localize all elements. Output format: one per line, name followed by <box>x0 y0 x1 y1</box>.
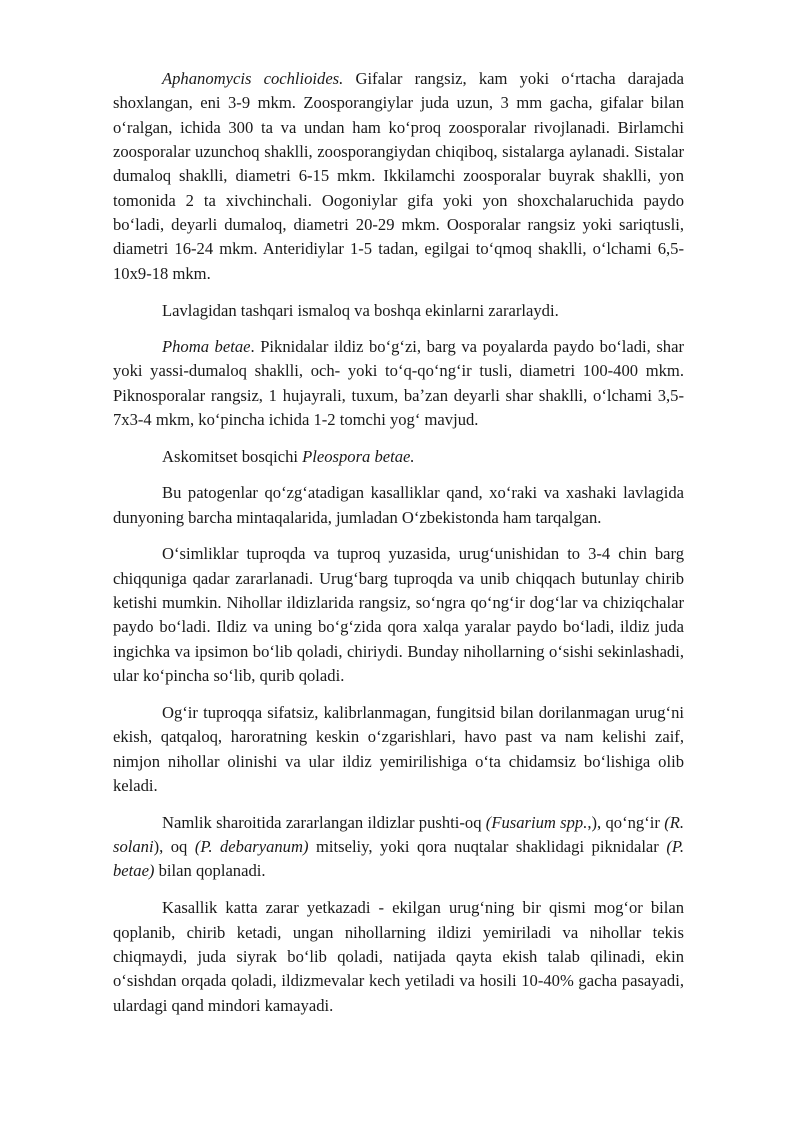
paragraph-aphanomyces <box>113 67 684 286</box>
paragraph-text: Ogʻir tuproqqa sifatsiz, kalibrlanmagan, fungitsid bilan dorilanmagan urugʻni ekish, qatqaloq, haroratning keskin oʻzgarishlari, havo past va nam kelishi zaif, nimjon nihollar olinishi va ular ildiz yemirilishiga oʻta chidamsiz boʻlishiga olib keladi. <box>113 702 684 795</box>
species-name: (Fusarium spp. <box>485 812 588 832</box>
paragraph-text: ,), qoʻngʻir <box>587 812 665 832</box>
paragraph-phoma <box>113 335 684 432</box>
paragraph-text: Askomitset bosqichi <box>162 446 303 466</box>
paragraph-text: mitseliy, yoki qora nuqtalar shaklidagi piknidalar <box>308 837 667 857</box>
paragraph-mycelium <box>113 811 684 884</box>
paragraph-symptoms <box>113 542 684 688</box>
paragraph-ascomycete-stage <box>113 445 684 469</box>
paragraph-conditions <box>113 701 684 798</box>
paragraph-text: Oʻsimliklar tuproqda va tuproq yuzasida, urugʻunishidan to 3-4 chin barg chiqquniga qadar zararlanadi. Urugʻbarg tuproqda va unib chiqqach butunlay chirib ketishi mumkin. Nihollar ildizlarida rangsiz, soʻngra qoʻngʻir dogʻlar va chiziqchalar paydo boʻladi. Ildiz va uning boʻgʻzida qora xalqa yaralar paydo boʻladi, ildiz juda ingichka va ipsimon boʻlib qoladi, chiriydi. Bunday nihollarning oʻsishi sekinlashadi, ular koʻpincha soʻlib, qurib qoladi. <box>113 544 684 686</box>
paragraph-text: Kasallik katta zarar yetkazadi - ekilgan urugʻning bir qismi mogʻor bilan qoplanib, chirib ketadi, ungan nihollarning ildizi yemiriladi va nihollar tekis chiqmaydi, juda siyrak boʻlib qoladi, natijada qayta ekish talab qilinadi, ekin oʻsishdan orqada qoladi, ildizmevalar kech yetiladi va hosili 10-40% gacha pasayadi, ulardagi qand mindori kamayadi. <box>113 898 684 1015</box>
species-name: Pleospora betae. <box>302 446 415 466</box>
paragraph-text: bilan qoplanadi. <box>154 861 266 881</box>
paragraph-host-range <box>113 299 684 323</box>
paragraph-distribution <box>113 481 684 530</box>
paragraph-text: . Piknidalar ildiz boʻgʻzi, barg va poyalarda paydo boʻladi, shar yoki yassi-dumaloq shaklli, och- yoki toʻq-qoʻngʻir tusli, diametri 100-400 mkm. Piknosporalar rangsiz, 1 hujayrali, tuxum, baʼzan deyarli shar shaklli, oʻlchami 3,5-7x3-4 mkm, koʻpincha ichida 1-2 tomchi yogʻ mavjud. <box>113 336 684 429</box>
species-name: Aphanomycis cochlioides. <box>162 69 344 88</box>
species-name: Phoma betae <box>162 336 251 356</box>
paragraph-text: Gifalar rangsiz, kam yoki oʻrtacha darajada shoxlangan, eni 3-9 mkm. Zoosporangiylar juda uzun, 3 mm gacha, gifalar bilan oʻralgan, ichida 300 ta va undan ham koʻproq zoosporalar rivojlanadi. Birlamchi zoosporalar uzunchoq shaklli, zoosporangiydan chiqiboq, sistalarga aylanadi. Sistalar dumaloq shaklli, diametri 6-15 mkm. Ikkilamchi zoosporalar buyrak shaklli, yon tomonida 2 ta xivchinchali. Oogoniylar gifa yoki yon shoxchalaruchida paydo boʻladi, deyarli dumaloq, diametri 20-29 mkm. Oosporalar rangsiz yoki sariqtusli, diametri 16-24 mkm. Anteridiylar 1-5 tadan, egilgai toʻqmoq shaklli, oʻlchami 6,5-10x9-18 mkm. <box>113 69 684 283</box>
paragraph-text: Namlik sharoitida zararlangan ildizlar pushti-oq <box>162 812 486 832</box>
paragraph-text: Lavlagidan tashqari ismaloq va boshqa ekinlarni zararlaydi. <box>162 300 559 320</box>
paragraph-damage <box>113 896 684 1018</box>
paragraph-text: ), oq <box>153 837 195 857</box>
species-name: (P. debaryanum) <box>194 837 309 857</box>
species-name: (P. betae) <box>113 837 684 881</box>
species-name: (R. solani <box>113 812 684 857</box>
paragraph-text: Bu patogenlar qoʻzgʻatadigan kasalliklar qand, xoʻraki va xashaki lavlagida dunyoning barcha mintaqalarida, jumladan Oʻzbekistonda ham tarqalgan. <box>113 483 684 527</box>
